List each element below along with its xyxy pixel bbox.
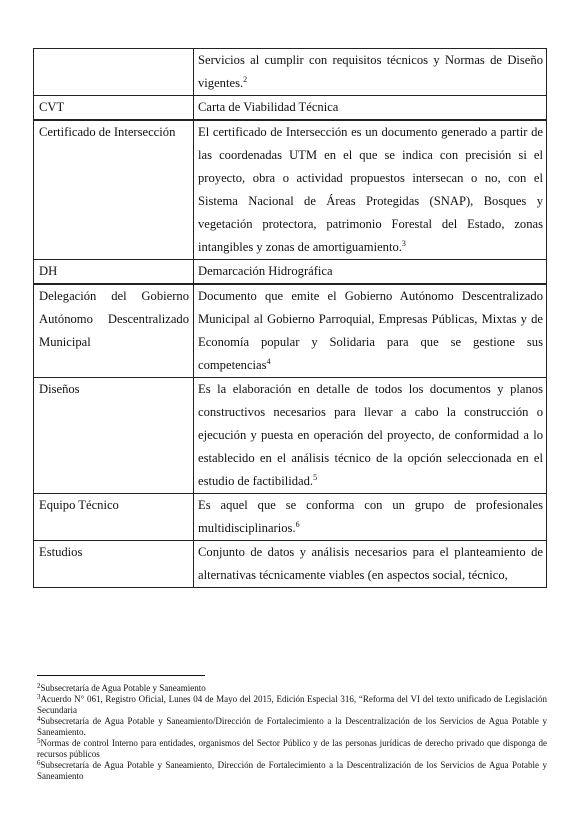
term-cell: Estudios	[34, 541, 194, 588]
footnote-text: Normas de control Interno para entidades, organismos del Sector Público y de las personas jurídicas de derecho privado que disponga de recursos públicos	[37, 738, 547, 759]
term-cell: Certificado de Intersección	[34, 120, 194, 260]
term-cell	[34, 284, 194, 378]
footnote	[37, 738, 547, 760]
footnote-text: Subsecretaría de Agua Potable y Saneamiento, Dirección de Fortalecimiento a la Descentralización de los Servicios de Agua Potable y Saneamiento	[37, 760, 547, 781]
table-row	[34, 260, 547, 285]
table-row	[34, 378, 547, 494]
definition-text: Es aquel que se conforma con un grupo de profesionales multidisciplinarios.	[198, 498, 543, 535]
definition-cell	[194, 49, 547, 96]
table-row	[34, 541, 547, 588]
term-cell: Equipo Técnico	[34, 494, 194, 541]
footnote	[37, 760, 547, 782]
term-cell: CVT	[34, 96, 194, 121]
definition-text: Conjunto de datos y análisis necesarios para el planteamiento de alternativas técnicamente viables (en aspectos social, técnico,	[198, 545, 543, 582]
footnote-ref: 2	[243, 75, 248, 84]
definition-text: Documento que emite el Gobierno Autónomo Descentralizado Municipal al Gobierno Parroquial, Empresas Públicas, Mixtas y de Economía popular y Solidaria para que se gestione sus competencias	[198, 289, 543, 372]
table-row	[34, 284, 547, 378]
table-row	[34, 49, 547, 96]
glossary-table	[33, 48, 547, 588]
footnote-text: Subsecretaría de Agua Potable y Saneamiento	[40, 683, 206, 693]
definition-text: Demarcación Hidrográfica	[198, 264, 333, 278]
table-row	[34, 494, 547, 541]
definition-text: Es la elaboración en detalle de todos los documentos y planos constructivos necesarios para llevar a cabo la construcción o ejecución y puesta en operación del proyecto, de conformidad a lo establecido en el análisis técnico de la opción seleccionada en el estudio de factibilidad.	[198, 382, 543, 488]
definition-cell	[194, 494, 547, 541]
definition-cell	[194, 378, 547, 494]
footnote-separator	[37, 675, 205, 676]
footnote-text: Acuerdo N° 061, Registro Oficial, Lunes 04 de Mayo del 2015, Edición Especial 316, “Reforma del VI del texto unificado de Legislación Secundaria	[37, 694, 547, 715]
footnote	[37, 716, 547, 738]
term-line: Delegación del Gobierno	[39, 289, 189, 303]
definition-text: El certificado de Intersección es un documento generado a partir de las coordenadas UTM en el que se indica con precisión si el proyecto, obra o actividad propuestos intersecan o no, con el Sistema Nacional de Áreas Protegidas (SNAP), Bosques y vegetación protectora, patrimonio Forestal del Estado, zonas intangibles y zonas de amortiguamiento.	[198, 125, 543, 254]
term-cell: Diseños	[34, 378, 194, 494]
footnote-ref: 6	[295, 520, 300, 529]
term-cell	[34, 49, 194, 96]
footnote-number: 3	[37, 693, 41, 701]
term-cell: DH	[34, 260, 194, 285]
footnote-text: Subsecretaría de Agua Potable y Saneamiento/Dirección de Fortalecimiento a la Descentralización de los Servicios de Agua Potable y Saneamiento.	[37, 716, 547, 737]
term-line: Municipal	[39, 335, 91, 349]
footnotes	[37, 683, 547, 782]
definition-text: Servicios al cumplir con requisitos técnicos y Normas de Diseño vigentes.	[198, 53, 543, 90]
footnote-ref: 4	[266, 357, 271, 366]
footnote	[37, 694, 547, 716]
definition-cell	[194, 284, 547, 378]
table-row	[34, 96, 547, 121]
definition-cell	[194, 260, 547, 285]
definition-text: Carta de Viabilidad Técnica	[198, 100, 339, 114]
term-line: Autónomo Descentralizado	[39, 312, 189, 326]
footnote-number: 2	[37, 682, 41, 690]
definition-cell	[194, 96, 547, 121]
footnote	[37, 683, 547, 694]
definition-cell	[194, 120, 547, 260]
definition-cell	[194, 541, 547, 588]
footnote-ref: 5	[313, 473, 318, 482]
footnote-number: 5	[37, 737, 41, 745]
footnote-number: 6	[37, 759, 41, 767]
table-row	[34, 120, 547, 260]
footnote-ref: 3	[401, 239, 406, 248]
footnote-number: 4	[37, 715, 41, 723]
